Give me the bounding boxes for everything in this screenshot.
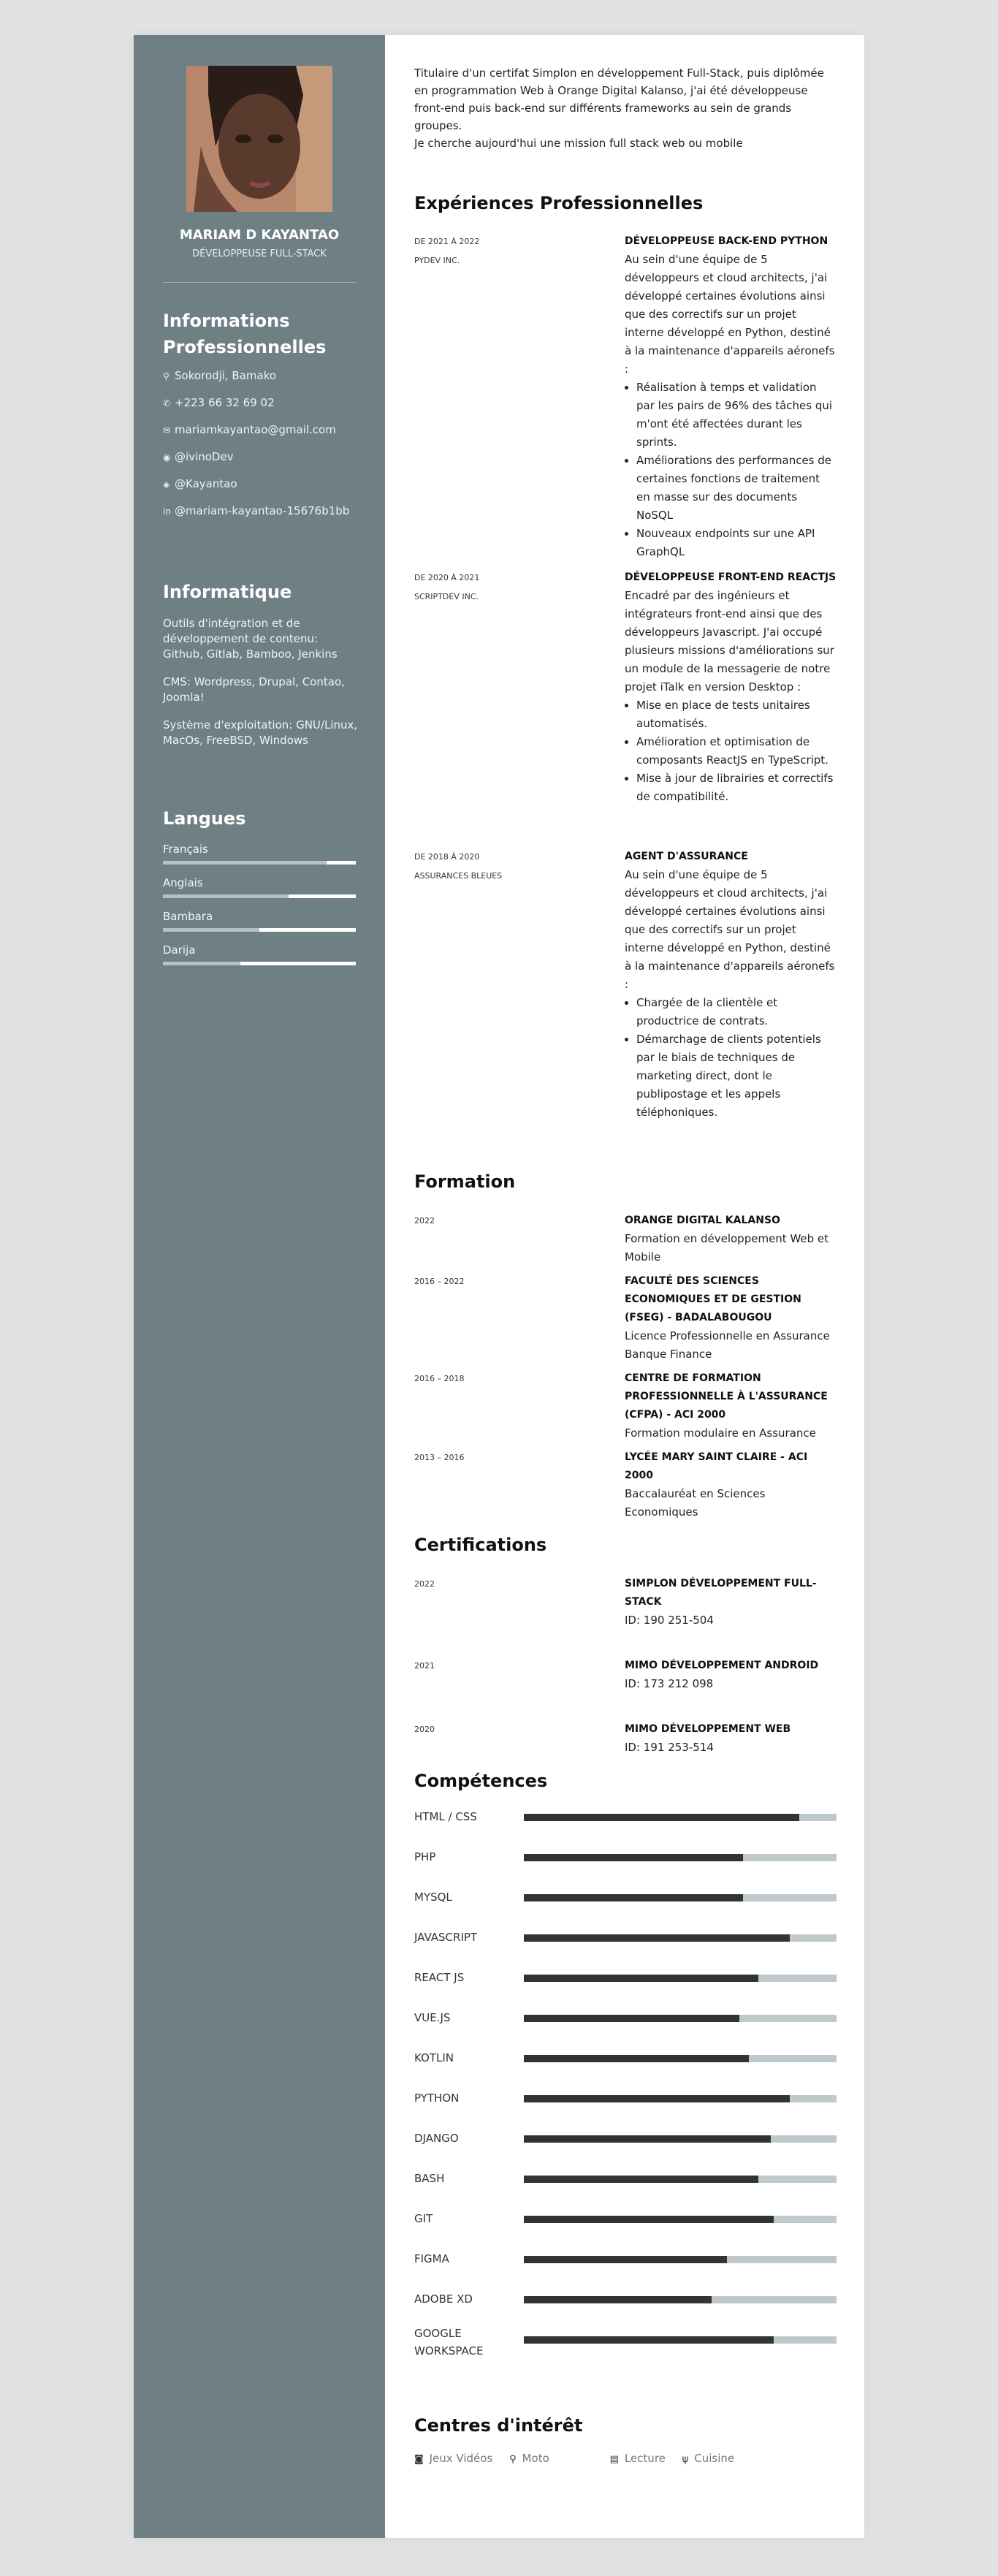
experience-desc: Encadré par des ingénieurs et intégrateurs front-end ainsi que des développeurs Javascript. J'ai occupé plusieurs missions d'améliorations sur un module de la messagerie de notre projet iTalk en version Desktop : — [625, 589, 834, 694]
tech-item: Outils d'intégration et de développement de contenu: Github, Gitlab, Bamboo, Jenkins — [163, 617, 338, 661]
skill-row — [414, 2290, 838, 2319]
experience-company: PYDEV INC. — [414, 256, 460, 265]
contact-list — [163, 369, 367, 531]
skill-label: GOOGLE WORKSPACE — [414, 2327, 484, 2357]
skill-label: DJANGO — [414, 2132, 459, 2145]
experience-bullet: • Nouveaux endpoints sur une API GraphQL — [636, 525, 837, 561]
skill-row — [414, 1848, 838, 1877]
experience-desc: Au sein d'une équipe de 5 développeurs et cloud architects, j'ai développé certaines évolutions ainsi que des correctifs sur un projet interne développé en Python, destiné à la maintenance d'appareils aéronefs : — [625, 868, 835, 991]
contact-gitlab[interactable]: ◈ @Kayantao — [163, 477, 237, 490]
gamepad-icon: ◙ — [414, 2454, 424, 2465]
skills-heading: Compétences — [414, 1771, 548, 1791]
skill-bar-fill — [524, 1934, 790, 1942]
skill-bar — [524, 1975, 837, 1982]
language-item: Bambara — [163, 910, 356, 943]
contact-address: ⚲ Sokorodji, Bamako — [163, 369, 277, 382]
skill-bar-fill — [524, 1975, 758, 1982]
language-list — [163, 843, 356, 977]
resume-page — [134, 35, 864, 2538]
experience-bullet: • Réalisation à temps et validation par les pairs de 96% des tâches qui m'ont été affectées durant les sprints. — [636, 379, 837, 452]
experience-title: DÉVELOPPEUSE FRONT-END REACTJS — [625, 571, 837, 583]
experience-bullet: • Mise à jour de librairies et correctifs de compatibilité. — [636, 770, 837, 806]
interest-item: ▤ Lecture — [609, 2452, 666, 2465]
skill-label: FIGMA — [414, 2252, 449, 2265]
divider — [163, 282, 356, 283]
skill-bar — [524, 2176, 837, 2183]
certification-dates: 2021 — [414, 1661, 435, 1671]
skill-row — [414, 1888, 838, 1918]
skill-bar — [524, 1814, 837, 1821]
skill-row — [414, 2210, 838, 2239]
skill-bar-fill — [524, 2135, 771, 2143]
education-degree: Licence Professionnelle en Assurance Banque Finance — [625, 1329, 830, 1361]
book-icon: ▤ — [609, 2454, 619, 2465]
education-heading: Formation — [414, 1171, 516, 1192]
interests-heading: Centres d'intérêt — [414, 2415, 583, 2436]
skill-bar-fill — [524, 2055, 749, 2062]
tech-item: Système d'exploitation: GNU/Linux, MacOs, FreeBSD, Windows — [163, 718, 358, 747]
language-item: Français — [163, 843, 356, 876]
skill-bar-fill — [524, 2296, 712, 2303]
tech-item: CMS: Wordpress, Drupal, Contao, Joomla! — [163, 675, 345, 704]
experience-dates: DE 2018 À 2020 — [414, 852, 480, 862]
experience-company: ASSURANCES BLEUES — [414, 871, 503, 881]
certification-dates: 2022 — [414, 1579, 435, 1589]
linkedin-icon: in — [163, 506, 171, 517]
education-school: CENTRE DE FORMATION PROFESSIONNELLE À L'ASSURANCE (CFPA) - ACI 2000 — [625, 1372, 828, 1421]
skill-bar-fill — [524, 2176, 758, 2183]
skill-bar — [524, 2015, 837, 2022]
skill-row — [414, 2170, 838, 2199]
certification-name: MIMO DÉVELOPPEMENT WEB — [625, 1723, 791, 1735]
experience-bullet: • Mise en place de tests unitaires automatisés. — [636, 696, 837, 733]
sidebar — [134, 35, 385, 2538]
skill-label: PHP — [414, 1850, 436, 1863]
interest-item: ◙ Jeux Vidéos — [414, 2452, 493, 2465]
language-bar — [163, 861, 356, 865]
experience-title: AGENT D'ASSURANCE — [625, 851, 748, 862]
skill-bar — [524, 2216, 837, 2223]
experience-heading: Expériences Professionnelles — [414, 193, 704, 213]
education-school: LYCÉE MARY SAINT CLAIRE - ACI 2000 — [625, 1451, 808, 1481]
skill-label: PYTHON — [414, 2091, 460, 2105]
education-degree: Formation modulaire en Assurance — [625, 1426, 816, 1440]
skill-bar-fill — [524, 2256, 727, 2263]
contact-phone[interactable]: ✆ +223 66 32 69 02 — [163, 396, 275, 409]
map-marker-icon: ⚲ — [163, 371, 169, 381]
skill-label: REACT JS — [414, 1971, 465, 1984]
tech-heading: Informatique — [163, 582, 292, 602]
skill-row — [414, 2129, 838, 2159]
intro — [414, 64, 838, 152]
skill-label: MYSQL — [414, 1891, 452, 1904]
skill-label: JAVASCRIPT — [414, 1931, 478, 1944]
skill-row — [414, 2327, 838, 2360]
language-bar-fill — [163, 894, 289, 898]
person-role: DÉVELOPPEUSE FULL-STACK — [192, 248, 327, 259]
skill-label: KOTLIN — [414, 2051, 454, 2064]
skill-label: GIT — [414, 2212, 433, 2225]
experience-bullet: • Améliorations des performances de certaines fonctions de traitement en masse sur des documents NoSQL — [636, 452, 837, 525]
skill-bar — [524, 1854, 837, 1861]
skill-bar-fill — [524, 1854, 743, 1861]
skill-label: ADOBE XD — [414, 2292, 473, 2306]
skill-row — [414, 1808, 838, 1837]
experience-bullet: • Démarchage de clients potentiels par le biais de techniques de marketing direct, dont le publipostage et les appels téléphoniques. — [636, 1030, 837, 1122]
education-school: ORANGE DIGITAL KALANSO — [625, 1215, 780, 1226]
skill-bar — [524, 2055, 837, 2062]
education-dates: 2013 – 2016 — [414, 1453, 465, 1462]
education-school: FACULTÉ DES SCIENCES ECONOMIQUES ET DE GESTION (FSEG) - BADALABOUGOU — [625, 1275, 801, 1323]
experience-company: SCRIPTDEV INC. — [414, 592, 479, 601]
language-bar — [163, 928, 356, 932]
skill-bar-fill — [524, 2015, 739, 2022]
skill-row — [414, 2250, 838, 2279]
experience-bullet: • Amélioration et optimisation de composants ReactJS en TypeScript. — [636, 733, 837, 770]
interests-list — [414, 2452, 838, 2465]
experience-bullet: • Chargée de la clientèle et productrice de contrats. — [636, 994, 837, 1030]
experience-dates: DE 2021 À 2022 — [414, 237, 480, 246]
certification-name: MIMO DÉVELOPPEMENT ANDROID — [625, 1660, 819, 1671]
motorcycle-icon: ⚲ — [509, 2454, 517, 2465]
certification-dates: 2020 — [414, 1725, 435, 1734]
skill-row — [414, 2049, 838, 2078]
phone-icon: ✆ — [163, 398, 171, 409]
person-name: MARIAM D KAYANTAO — [179, 227, 340, 243]
language-bar — [163, 894, 356, 898]
education-degree: Baccalauréat en Sciences Economiques — [625, 1487, 766, 1519]
skill-row — [414, 1929, 838, 1958]
education-dates: 2022 — [414, 1216, 435, 1226]
contact-linkedin[interactable]: in @mariam-kayantao-15676b1bb — [163, 504, 350, 517]
skill-bar — [524, 2336, 837, 2344]
intro-text: Je cherche aujourd'hui une mission full stack web ou mobile — [414, 137, 743, 150]
github-icon: ◉ — [163, 452, 171, 463]
intro-text: Titulaire d'un certifat Simplon en développement Full-Stack, puis diplômée en programmation Web à Orange Digital Kalanso, j'ai été développeuse front-end puis back-end sur différents frameworks au sein de grands groupes. — [414, 67, 824, 132]
skill-row — [414, 1969, 838, 1998]
language-item: Darija — [163, 943, 356, 977]
profile-photo — [186, 66, 332, 212]
skill-bar — [524, 1934, 837, 1942]
experience-dates: DE 2020 À 2021 — [414, 573, 480, 582]
skill-row — [414, 2009, 838, 2038]
experience-desc: Au sein d'une équipe de 5 développeurs et cloud architects, j'ai développé certaines évolutions ainsi que des correctifs sur un projet interne développé en Python, destiné à la maintenance d'appareils aéronefs : — [625, 253, 835, 376]
contact-email[interactable]: ✉ mariamkayantao@gmail.com — [163, 423, 336, 436]
certification-id: ID: 173 212 098 — [625, 1677, 714, 1690]
info-heading: Informations Professionnelles — [163, 311, 327, 357]
language-bar-fill — [163, 962, 240, 965]
utensils-icon: ψ — [682, 2454, 689, 2465]
tech-list — [163, 616, 360, 761]
certification-name: SIMPLON DÉVELOPPEMENT FULL-STACK — [625, 1578, 817, 1608]
skill-row — [414, 2089, 838, 2119]
language-bar-fill — [163, 861, 327, 865]
interest-item: ψ Cuisine — [682, 2452, 735, 2465]
gitlab-icon: ◈ — [163, 479, 170, 490]
education-degree: Formation en développement Web et Mobile — [625, 1232, 829, 1264]
skill-label: VUE.JS — [414, 2011, 451, 2024]
skill-bar-fill — [524, 2336, 774, 2344]
education-dates: 2016 – 2018 — [414, 1374, 465, 1383]
skill-bar-fill — [524, 2216, 774, 2223]
lang-heading: Langues — [163, 808, 246, 829]
certification-id: ID: 191 253-514 — [625, 1741, 714, 1754]
language-bar — [163, 962, 356, 965]
contact-github[interactable]: ◉ @ivinoDev — [163, 450, 234, 463]
education-dates: 2016 – 2022 — [414, 1277, 465, 1286]
interest-item: ⚲ Moto — [509, 2452, 549, 2465]
skill-bar — [524, 2296, 837, 2303]
skill-bar-fill — [524, 1814, 799, 1821]
experience-title: DÉVELOPPEUSE BACK-END PYTHON — [625, 235, 829, 247]
language-bar-fill — [163, 928, 259, 932]
skill-bar — [524, 1894, 837, 1901]
skill-bar — [524, 2095, 837, 2102]
skill-bar — [524, 2135, 837, 2143]
certifications-heading: Certifications — [414, 1535, 547, 1555]
envelope-icon: ✉ — [163, 425, 171, 436]
skill-bar-fill — [524, 2095, 790, 2102]
skill-label: BASH — [414, 2172, 445, 2185]
certification-id: ID: 190 251-504 — [625, 1614, 714, 1627]
skill-bar — [524, 2256, 837, 2263]
skill-label: HTML / CSS — [414, 1810, 477, 1823]
language-item: Anglais — [163, 876, 356, 910]
skill-bar-fill — [524, 1894, 743, 1901]
